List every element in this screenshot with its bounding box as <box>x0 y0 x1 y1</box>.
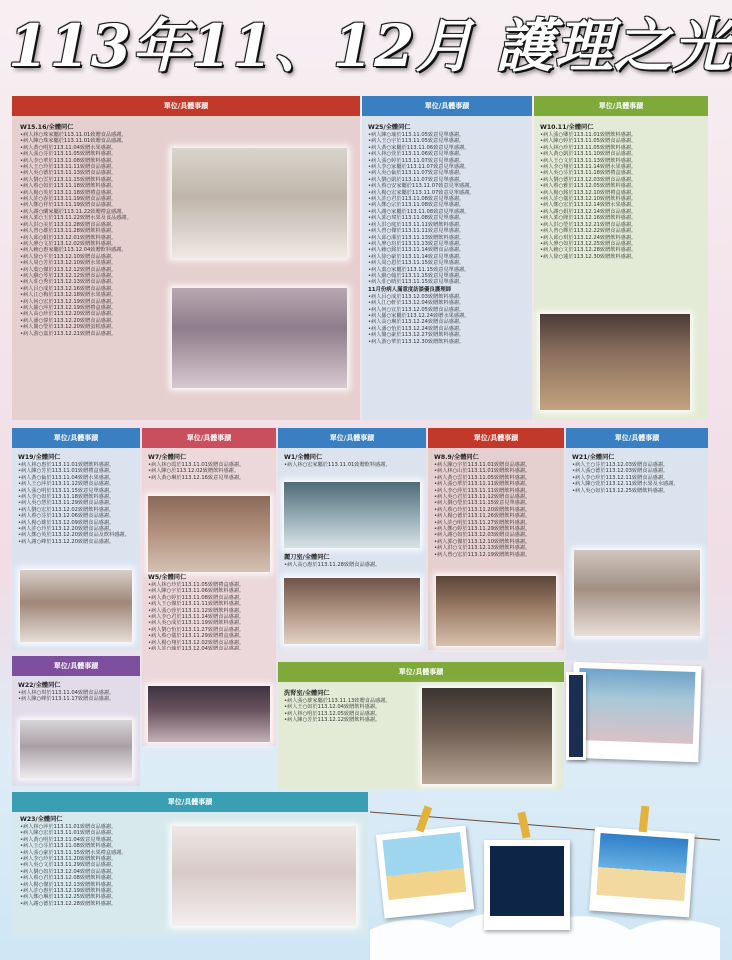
achievement-item: •病人賴○惠家屬於113.12.04致贈飲料感謝。 <box>20 247 127 254</box>
panel-header: 單位/具體事蹟 <box>12 656 140 676</box>
achievement-item: •病人楊○傑於113.12.13致贈飲料感謝。 <box>20 881 117 888</box>
unit-name: W22/全體同仁 <box>18 682 61 689</box>
achievement-item: •病人林○宏家屬於113.11.01致贈飲料感謝。 <box>284 462 391 468</box>
achievement-item: •病人林○霞於113.11.01致贈食品感謝。 <box>148 462 245 468</box>
achievement-item: •病人江○軒於113.12.04致贈飲料感謝。 <box>368 300 465 307</box>
achievement-item: •病人游○華於113.12.30致贈飲料感謝。 <box>368 338 465 345</box>
achievement-item: •病人洪○瑩於113.12.21致贈食品感謝。 <box>540 221 637 228</box>
note-title: 11月份病人滿意度訪談優良護理師 <box>368 286 451 293</box>
achievement-list <box>284 462 424 468</box>
unit-name: W1/全體同仁 <box>284 454 323 461</box>
achievement-item: •病人王○芬於113.11.08致贈飲料感謝。 <box>20 843 117 850</box>
panel-text <box>572 454 706 494</box>
unit-name: W7/全體同仁 <box>148 454 187 461</box>
achievement-item: •病人周○恩於113.11.15致意見單感謝。 <box>368 260 465 267</box>
achievement-item: •病人劉○宏於113.12.02致贈飲料感謝。 <box>18 506 115 513</box>
achievement-item: •病人黃○雲於113.11.05致贈飲料感謝。 <box>434 474 531 481</box>
achievement-item: •病人洪○庭於113.11.11致贈飲料感謝。 <box>368 221 465 228</box>
unit-name: 麗刀室/全體同仁 <box>284 554 330 561</box>
achievement-item: •病人蘇○琴於113.12.12致贈食品感謝。 <box>20 272 117 279</box>
achievement-item: •病人蔡○如於113.11.18致贈飲料感謝。 <box>20 183 117 190</box>
achievement-list <box>434 462 562 558</box>
sea-picture <box>596 833 688 901</box>
achievement-list <box>20 824 170 907</box>
achievement-item: •病人賴○文於113.12.28致贈飲料感謝。 <box>540 247 637 254</box>
achievement-item: •病人陳○宏於113.11.01致贈食品感謝。 <box>20 830 117 837</box>
unit-name: W15.16/全體同仁 <box>20 124 74 131</box>
achievement-item: •病人劉○如於113.12.04致贈食品感謝。 <box>20 868 117 875</box>
achievement-item: •病人李○華於113.11.08致贈飲料感謝。 <box>20 157 117 164</box>
achievement-item: •病人許○明於113.11.27致贈飲料感謝。 <box>434 519 531 526</box>
achievement-item: •病人廖○瑄於113.11.13致意見單感謝。 <box>368 240 465 247</box>
achievement-item: •病人葉○傑於113.12.12致贈食品感謝。 <box>20 266 117 273</box>
group-photo <box>172 826 356 926</box>
achievement-item: •病人鄭○宗於113.11.08致意見單感謝。 <box>368 202 465 209</box>
achievement-item: •病人陳○婷於113.11.05致贈食品感謝。 <box>540 138 637 145</box>
achievement-item: •病人劉○怡於113.11.27致贈食品感謝。 <box>148 626 245 633</box>
group-photo <box>172 148 347 258</box>
achievement-item: •病人李○君於113.11.14致贈食品感謝。 <box>148 614 245 621</box>
achievement-item: •病人郭○瑋於113.11.08致意見單感謝。 <box>368 215 465 222</box>
achievement-item: •病人林○琪於113.11.04致贈食品感謝。 <box>18 690 115 696</box>
achievement-item: •病人高○琳於113.12.24致贈食品感謝。 <box>368 319 465 326</box>
unit-name: W25/全體同仁 <box>368 124 411 131</box>
achievement-item: •病人謝○家屬於113.11.08致意見單感謝。 <box>368 208 470 215</box>
photo-frame-dark <box>566 672 586 760</box>
panel-header: 單位/具體事蹟 <box>362 96 532 116</box>
achievement-item: •病人張○明於113.11.15致意見單感謝。 <box>18 487 115 494</box>
achievement-item: •病人高○珍於113.12.20致贈食品感謝。 <box>20 311 117 318</box>
achievement-item: •病人謝○蘭家屬於113.11.22致贈禮盒感謝。 <box>20 208 127 215</box>
achievement-item: •病人林○萍於113.11.01致贈食品感謝。 <box>20 824 117 830</box>
achievement-item: •病人李○如於113.11.18致贈飲料感謝。 <box>18 494 115 501</box>
achievement-item: •病人陳○於113.12.02致贈飲料感謝。 <box>148 468 240 475</box>
panel-text <box>284 690 424 724</box>
achievement-item: •病人張○芬於113.11.05致贈飲料感謝。 <box>20 151 117 158</box>
group-photo <box>540 314 690 410</box>
achievement-list <box>20 132 180 337</box>
achievement-item: •病人邱○潔於113.11.13致贈飲料感謝。 <box>368 234 465 241</box>
panel-text <box>434 454 562 558</box>
achievement-item: •病人許○惠於113.12.19致贈飲料感謝。 <box>20 888 117 895</box>
achievement-item: •病人廖○如於113.12.25致贈食品感謝。 <box>540 240 637 247</box>
achievement-item: •病人張○卿於113.11.01致贈飲料感謝。 <box>540 132 637 138</box>
achievement-item: •病人王○芬於113.12.03致贈食品感謝。 <box>572 462 669 468</box>
panel-w23 <box>12 792 368 936</box>
achievement-item: •病人王○如於113.12.04致贈飲料感謝。 <box>284 704 381 711</box>
panel-text <box>368 124 528 345</box>
achievement-item: •病人邱○娟於113.12.01致贈飲料感謝。 <box>20 234 117 241</box>
achievement-item: •病人徐○平於113.12.10致贈食品感謝。 <box>20 253 117 260</box>
achievement-item: •病人王○文於113.11.13致贈飲料感謝。 <box>540 157 637 164</box>
achievement-item: •病人曾○輝於113.12.22致贈食品感謝。 <box>540 228 637 235</box>
achievement-item: •病人賴○銘於113.11.14致贈食品感謝。 <box>368 247 465 254</box>
achievement-item: •病人陳○芳於113.12.12致贈飲料感謝。 <box>284 717 381 724</box>
achievement-list <box>284 698 424 724</box>
unit-name: W5/全體同仁 <box>148 574 187 581</box>
unit-name: W23/全體同仁 <box>20 816 63 823</box>
achievement-list <box>18 462 138 545</box>
achievement-item: •病人許○春於113.11.19致贈食品感謝。 <box>20 196 117 203</box>
achievement-item: •病人曾○雄於113.11.28致贈飲料感謝。 <box>20 228 117 235</box>
achievement-item: •病人許○儀於113.12.10致贈飲料感謝。 <box>540 196 637 203</box>
achievement-item: •病人潘○偉於113.12.20致贈食品感謝。 <box>20 317 117 324</box>
panel-header: 單位/具體事蹟 <box>566 428 708 448</box>
achievement-item: •病人張○蓉於113.11.12致贈飲料感謝。 <box>148 607 245 614</box>
achievement-item: •病人陳○宇於113.11.06致贈飲料感謝。 <box>148 588 245 595</box>
achievement-list <box>18 690 138 703</box>
achievement-item: •病人陳○瑜於113.11.05致意見單感謝。 <box>368 132 465 138</box>
achievement-item: •病人洪○美於113.11.28致贈食品感謝。 <box>20 221 117 228</box>
achievement-item: •病人謝○如於113.12.03致贈食品感謝。 <box>434 532 531 539</box>
achievement-item: •病人鄭○琳於113.12.25致贈飲料感謝。 <box>20 894 117 901</box>
achievement-item: •病人李○珍於113.12.11致贈食品感謝。 <box>572 474 669 481</box>
unit-name: W10.11/全體同仁 <box>540 124 594 131</box>
achievement-item: •病人楊○宏家屬於113.11.07致意見單感謝。 <box>368 189 475 196</box>
achievement-item: •病人楊○雄於113.12.09致贈食品感謝。 <box>18 519 115 526</box>
panel-header: 單位/具體事蹟 <box>278 662 564 682</box>
achievement-item: •病人張○婷於113.11.07致意見單感謝。 <box>368 157 465 164</box>
achievement-item: •病人徐○豪於113.11.14致意見單感謝。 <box>368 253 465 260</box>
achievement-item: •病人陳○芳於113.11.01致贈禮盒感謝。 <box>18 468 115 475</box>
group-photo <box>20 720 132 778</box>
achievement-item: •病人黃○家屬於113.11.06致意見單感謝。 <box>368 144 470 151</box>
achievement-item: •病人楊○銘於113.12.10致贈禮盒感謝。 <box>540 189 637 196</box>
panel-text <box>148 454 274 481</box>
achievement-item: •病人張○雄家屬於113.11.13致贈食品感謝。 <box>284 698 391 704</box>
achievement-item: •病人林○惠於113.11.01致贈飲料感謝。 <box>18 462 115 468</box>
achievement-item: •病人曾○宏於113.12.19致贈飲料感謝。 <box>434 551 531 558</box>
achievement-item: •病人劉○雲於113.11.15致贈飲料感謝。 <box>20 176 117 183</box>
panel-header: 單位/具體事蹟 <box>12 428 140 448</box>
achievement-item: •病人邱○琪於113.12.24致贈飲料感謝。 <box>540 234 637 241</box>
beach-polaroid <box>376 826 474 919</box>
group-photo <box>577 668 695 744</box>
achievement-item: •病人林○明於113.12.05致贈食品感謝。 <box>284 710 381 717</box>
achievement-item: •病人張○豪於113.11.15致贈水果禮盒感謝。 <box>20 849 127 856</box>
group-photo <box>284 578 420 644</box>
panel-header: 單位/具體事蹟 <box>12 792 368 812</box>
achievement-item: •病人呂○成於113.12.03致贈飲料感謝。 <box>368 293 465 300</box>
panel-w19 <box>12 428 140 650</box>
achievement-item: •病人林○山於113.11.01致贈飲料感謝。 <box>434 468 531 475</box>
achievement-item: •病人洪○文於113.12.13致贈飲料感謝。 <box>434 545 531 552</box>
achievement-item: •病人吳○芬於113.11.18致贈禮盒感謝。 <box>540 170 637 177</box>
panel-header: 單位/具體事蹟 <box>428 428 564 448</box>
panel-w7 <box>142 428 276 650</box>
panel-w22 <box>12 656 140 786</box>
panel-w8 <box>428 428 564 650</box>
panel-w15 <box>12 96 360 420</box>
achievement-list <box>368 294 528 345</box>
achievement-item: •病人王○傑於113.11.11致贈飲料感謝。 <box>148 601 245 608</box>
achievement-item: •病人黃○明於113.11.04致意見單感謝。 <box>20 836 117 843</box>
panel-header: 單位/具體事蹟 <box>142 428 276 448</box>
achievement-item: •病人李○翔於113.11.14致贈水果感謝。 <box>540 164 637 171</box>
achievement-item: •病人楊○德於113.11.26致贈飲料感謝。 <box>434 513 531 520</box>
achievement-item: •病人蔡○君於113.12.08致贈飲料感謝。 <box>20 875 117 882</box>
panel-w5-photo-area <box>142 650 276 746</box>
group-photo <box>172 288 347 388</box>
achievement-item: •病人楊○翔於113.12.02致贈食品感謝。 <box>148 639 245 646</box>
achievement-item: •病人曾○傑於113.11.11致意見單感謝。 <box>368 228 465 235</box>
achievement-item: •病人陳○珠家屬於113.11.01致贈食品感謝。 <box>20 138 127 145</box>
achievement-item: •病人謝○德於113.12.28致贈飲料感謝。 <box>20 900 117 907</box>
achievement-item: •病人張○德於113.12.03致贈食品感謝。 <box>572 468 669 475</box>
achievement-item: •病人黃○明於113.11.04致贈水果感謝。 <box>20 144 117 151</box>
achievement-item: •病人簡○豪於113.12.27致贈飲料感謝。 <box>368 332 465 339</box>
panel-w25 <box>362 96 532 420</box>
achievement-item: •病人吳○慧於113.11.29致贈食品感謝。 <box>18 500 115 507</box>
achievement-item: •病人劉○德於113.12.03致贈食品感謝。 <box>540 176 637 183</box>
achievement-item: •病人謝○峰於113.12.20致贈食品感謝。 <box>18 538 115 545</box>
achievement-item: •病人簡○瑩於113.12.20致贈蛋糕感謝。 <box>20 324 117 331</box>
dark-picture <box>490 846 564 916</box>
achievement-list <box>572 462 706 494</box>
achievement-item: •病人吳○德於113.11.13致贈食品感謝。 <box>20 170 117 177</box>
achievement-item: •病人羅○萍於113.12.19致贈禮盒感謝。 <box>20 304 117 311</box>
achievement-item: •病人許○君於113.11.08致意見單感謝。 <box>368 196 465 203</box>
achievement-item: •病人許○玲於113.12.20致贈食品感謝。 <box>18 526 115 533</box>
achievement-item: •病人羅○家屬於113.12.24致贈水果感謝。 <box>368 312 470 319</box>
panel-text <box>20 124 180 337</box>
achievement-item: •病人吳○成於113.11.19致贈飲料感謝。 <box>148 620 245 627</box>
panel-text <box>284 454 424 468</box>
achievement-item: •病人鄭○宏於113.12.14致贈水果感謝。 <box>540 202 637 209</box>
achievement-item: •病人蔡○雅於113.12.05致贈飲料感謝。 <box>540 183 637 190</box>
achievement-item: •病人陳○宇於113.11.01致贈食品感謝。 <box>434 462 531 468</box>
achievement-item: •病人張○華於113.11.11致贈飲料感謝。 <box>434 481 531 488</box>
achievement-list <box>368 132 528 286</box>
achievement-item: •病人林○萱於113.11.06致意見單感謝。 <box>368 151 465 158</box>
achievement-item: •病人鄭○婷於113.11.29致贈飲料感謝。 <box>434 526 531 533</box>
panel-w21 <box>566 428 708 660</box>
panel-text <box>284 554 424 568</box>
achievement-item: •病人李○家屬於113.11.07致意見單感謝。 <box>368 164 470 171</box>
achievement-item: •病人黃○琳於113.12.16致意見單感謝。 <box>148 474 245 481</box>
group-photo <box>436 576 556 646</box>
achievement-item: •病人陳○峰於113.11.17致贈食品感謝。 <box>18 696 115 703</box>
unit-name: W21/全體同仁 <box>572 454 615 461</box>
achievement-item: •病人何○宏於113.12.19致贈食品感謝。 <box>20 298 117 305</box>
achievement-item: •病人何○宜於113.12.05致贈食品感謝。 <box>368 306 465 313</box>
achievement-item: •病人郭○玉於113.11.22致贈水果及食品感謝。 <box>20 215 132 222</box>
achievement-item: •病人徐○蓮於113.12.30致贈飲料感謝。 <box>540 253 637 260</box>
panel-header: 單位/具體事蹟 <box>278 428 426 448</box>
panel-text <box>20 816 170 907</box>
achievement-item: •病人劉○瑩於113.11.15致意見單感謝。 <box>434 500 531 507</box>
achievement-item: •病人鄭○祥於113.11.19致贈食品感謝。 <box>20 202 117 209</box>
unit-name: W8.9/全體同仁 <box>434 454 479 461</box>
achievement-item: •病人周○芳於113.12.10致贈水果感謝。 <box>20 260 117 267</box>
panel-text <box>18 682 138 703</box>
achievement-item: •病人莊○秀於113.12.13致贈食品感謝。 <box>20 279 117 286</box>
achievement-item: •病人楊○英於113.11.18致贈禮盒感謝。 <box>20 189 117 196</box>
achievement-item: •病人吳○君於113.11.12致贈食品感謝。 <box>434 494 531 501</box>
panel-text <box>540 124 700 260</box>
group-photo <box>148 686 270 742</box>
achievement-item: •病人李○萍於113.11.11致贈飲料感謝。 <box>434 487 531 494</box>
achievement-item: •病人黃○婷於113.11.08致贈食品感謝。 <box>148 594 245 601</box>
achievement-item: •病人蔡○安家屬於113.11.07致意見單感謝。 <box>368 183 475 190</box>
achievement-item: •病人游○嘉於113.12.21致贈食品感謝。 <box>20 330 117 337</box>
unit-name: W19/全體同仁 <box>18 454 61 461</box>
achievement-item: •病人蔡○儀於113.11.29致贈禮盒感謝。 <box>148 633 245 640</box>
achievement-list <box>148 462 274 481</box>
achievement-list <box>284 562 424 568</box>
panel-header: 單位/具體事蹟 <box>12 96 360 116</box>
panel-header: 單位/具體事蹟 <box>534 96 708 116</box>
achievement-item: •病人林○珠家屬於113.11.01致贈食品感謝。 <box>20 132 127 138</box>
page-title: 113年11、12月 護理之光 <box>8 12 732 80</box>
photo-frame <box>570 662 701 762</box>
group-photo <box>574 550 700 636</box>
achievement-item: •病人吳○文於113.11.29致贈食品感謝。 <box>20 862 117 869</box>
achievement-item: •病人潘○怡於113.12.24致贈食品感謝。 <box>368 325 465 332</box>
group-photo <box>148 496 270 572</box>
achievement-item: •病人葉○家屬於113.11.15致意見單感謝。 <box>368 266 470 273</box>
sea-polaroid <box>589 827 695 918</box>
beach-picture <box>382 832 466 900</box>
achievement-item: •病人黃○凱於113.11.10致贈食品感謝。 <box>540 151 637 158</box>
achievement-item: •病人李○玲於113.11.20致贈飲料感謝。 <box>20 856 117 863</box>
achievement-item: •病人蔡○玲於113.11.20致贈飲料感謝。 <box>434 506 531 513</box>
achievement-item: •病人高○惠於113.11.28致贈食品感謝。 <box>284 562 381 568</box>
achievement-item: •病人郭○隆於113.12.16致贈飲料感謝。 <box>540 215 637 222</box>
achievement-item: •病人蘇○翰於113.11.15致意見單感謝。 <box>368 272 465 279</box>
achievement-item: •病人林○玲於113.11.05致贈禮盒感謝。 <box>148 582 245 588</box>
achievement-list <box>540 132 700 260</box>
achievement-item: •病人謝○娟於113.12.14致贈食品感謝。 <box>540 208 637 215</box>
achievement-item: •病人劉○凱於113.11.07致意見單感謝。 <box>368 176 465 183</box>
achievement-item: •病人吳○如於113.12.25致贈飲料感謝。 <box>572 487 669 494</box>
dark-polaroid <box>484 840 570 930</box>
achievement-item: •病人郭○傑於113.12.10致贈飲料感謝。 <box>434 538 531 545</box>
group-photo <box>20 570 132 642</box>
achievement-item: •病人蔡○芬於113.12.06致贈食品感謝。 <box>18 513 115 520</box>
achievement-item: •病人吳○倫於113.11.07致意見單感謝。 <box>368 170 465 177</box>
achievement-item: •病人陳○萱於113.12.11致贈水果及水感謝。 <box>572 481 679 488</box>
panel-w1 <box>278 428 426 650</box>
achievement-item: •病人廖○文於113.12.02致贈飲料感謝。 <box>20 240 117 247</box>
achievement-item: •病人莊○晴於113.11.15致意見單感謝。 <box>368 279 465 286</box>
achievement-item: •病人黃○倫於113.11.04致贈水果感謝。 <box>18 474 115 481</box>
achievement-item: •病人江○梅於113.12.18致贈水果感謝。 <box>20 292 117 299</box>
unit-name: 洗腎室/全體同仁 <box>284 690 330 697</box>
achievement-item: •病人王○萍於113.11.12致贈食品感謝。 <box>18 481 115 488</box>
achievement-item: •病人王○宇於113.11.05致意見單感謝。 <box>368 138 465 145</box>
achievement-item: •病人王○玲於113.11.11致贈食品感謝。 <box>20 164 117 171</box>
achievement-item: •病人林○珍於113.11.05致贈飲料感謝。 <box>540 144 637 151</box>
panel-text <box>18 454 138 545</box>
achievement-item: •病人鄭○英於113.12.20致贈食品及飲料感謝。 <box>18 532 130 539</box>
group-photo <box>284 482 420 548</box>
achievement-item: •病人呂○成於113.12.16致贈食品感謝。 <box>20 285 117 292</box>
